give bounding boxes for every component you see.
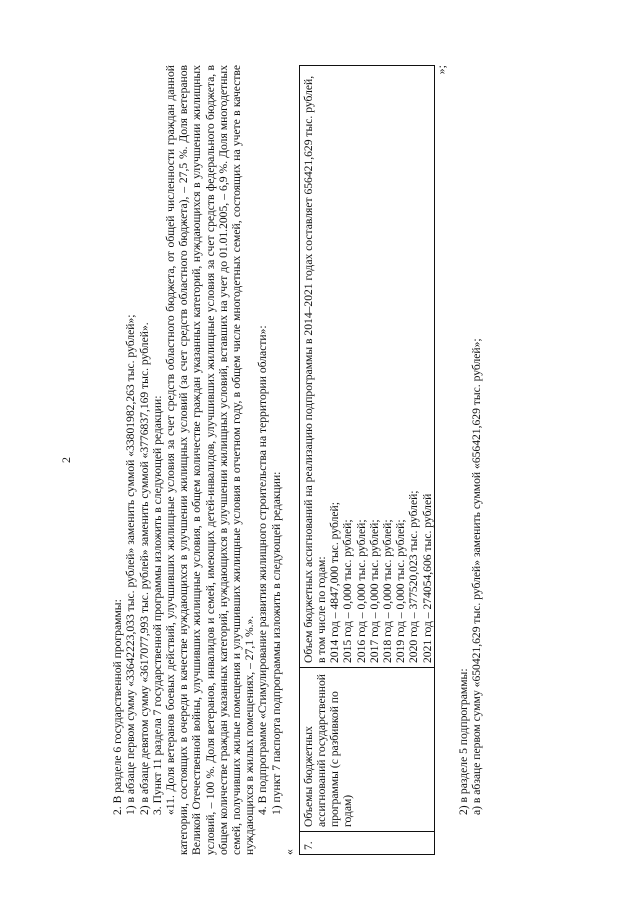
value-line: 2018 год – 0,000 тыс. рублей; (381, 519, 395, 663)
value-line: 2016 год – 0,000 тыс. рублей; (354, 519, 368, 663)
page-number: 2 (59, 457, 73, 463)
row-value (299, 66, 434, 668)
open-quote: « (282, 849, 296, 855)
value-line: 2021 год – 274054,606 тыс. рублей (420, 493, 434, 663)
table-row (299, 66, 434, 855)
row-number: 7. (299, 832, 434, 855)
value-line: 2014 год – 4847,000 тыс. рублей; (328, 502, 342, 663)
passport-table (299, 65, 435, 855)
paragraph: 3. Пункт 11 раздела 7 государственной программы изложить в следующей редакции: (150, 395, 164, 815)
row-label: Объемы бюджетных ассигнований государственной программы (с разбивкой по годам) (299, 668, 434, 832)
value-line: Объем бюджетных ассигнований на реализацию подпрограммы в 2014–2021 годах составляет 656421,629 тыс. рублей, в том числе по годам: (301, 75, 329, 663)
value-line: 2020 год – 377520,023 тыс. рублей; (407, 490, 421, 663)
paragraph: а) в абзаце первом сумму «650421,629 тыс. рублей» заменить суммой «656421,629 тыс. рублей»; (470, 338, 484, 815)
paragraph: 2) в разделе 5 подпрограммы: (456, 668, 470, 815)
paragraph: 2. В разделе 6 государственной программы: (111, 599, 125, 815)
paragraph: 1) пункт 7 паспорта подпрограммы изложить в следующей редакции: (269, 471, 283, 815)
paragraph: «11. Доля ветеранов боевых действий, улучшивших жилищные условия за счет средств областного бюджета, от общей численности граждан данной категории, состоящих в очереди в качестве нуждающихся в улучшении жилищных условий (за счет средств областного бюджета), – 27,5 %. Доля ветеранов Великой Отечественной войны, улучшивших жилищные условия, в общем количестве граждан указанных категорий, нуждающихся в улучшении жилищных условий, – 100 %. Доля ветеранов, инвалидов и семей, имеющих детей-инвалидов, улучшивших жилищные условия за счет средств федерального бюджета, в общем количестве граждан указанных категорий, нуждающихся в улучшении жилищных условий, вставших на учет до 01.01.2005, – 6,9 %. Доля многодетных семей, получивших жилые помещения и улучшивших жилищные условия в отчетном году, в общем числе многодетных семей, состоящих на учете в качестве нуждающихся в жилых помещениях, – 27,1 %.». (164, 65, 257, 855)
rotated-content (60, 65, 620, 855)
paragraph: 1) в абзаце первом сумму «33642223,033 тыс. рублей» заменить суммой «33801982,263 тыс. рублей»; (124, 314, 138, 815)
paragraph: 4. В подпрограмме «Стимулирование развития жилищного строительства на территории области»: (256, 325, 270, 815)
value-line: 2015 год – 0,000 тыс. рублей; (341, 519, 355, 663)
paragraph: 2) в абзаце девятом сумму «3617077,993 тыс. рублей» заменить суммой «3776837,169 тыс. рублей». (137, 322, 151, 815)
value-line: 2017 год – 0,000 тыс. рублей; (367, 519, 381, 663)
value-line: 2019 год – 0,000 тыс. рублей; (394, 519, 408, 663)
close-quote: »; (433, 65, 448, 75)
